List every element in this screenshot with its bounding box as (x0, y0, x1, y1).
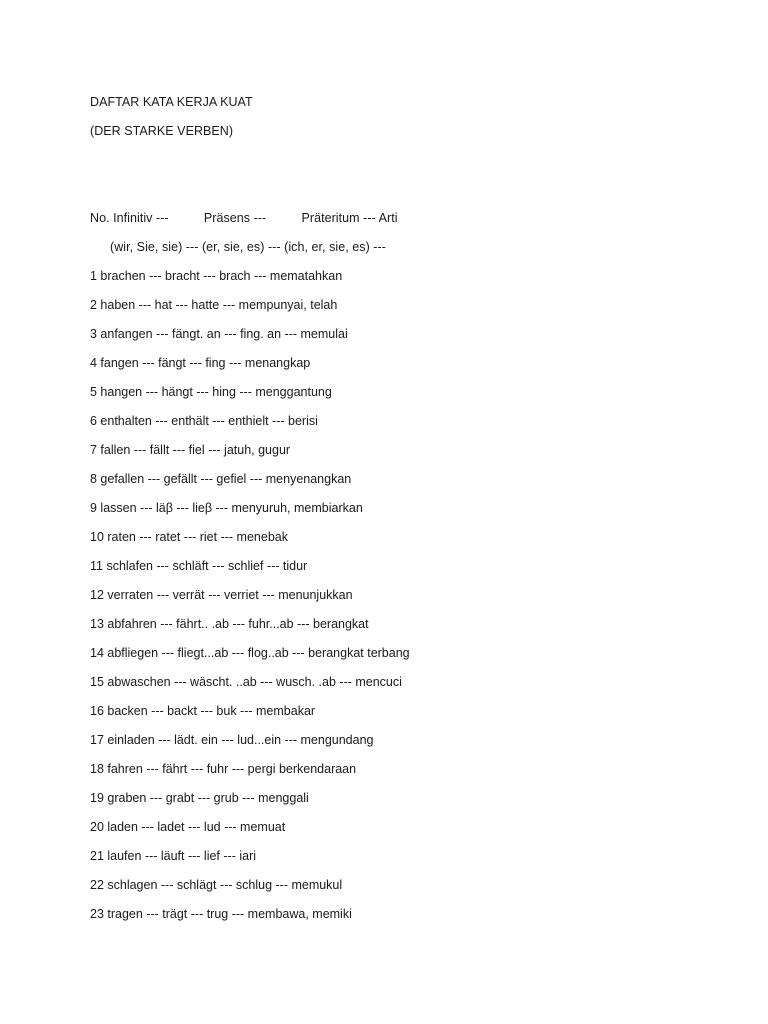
list-item: 4 fangen --- fängt --- fing --- menangkap (90, 356, 311, 370)
list-item: 22 schlagen --- schlägt --- schlug --- memukul (90, 878, 343, 892)
list-item: 16 backen --- backt --- buk --- membakar (90, 704, 316, 718)
list-item: 13 abfahren --- fährt.. .ab --- fuhr...ab --- berangkat (90, 617, 369, 631)
document-subtitle: (DER STARKE VERBEN) (90, 124, 234, 138)
list-item: 11 schlafen --- schläft --- schlief --- tidur (90, 559, 308, 573)
list-item: 1 brachen --- bracht --- brach --- mematahkan (90, 269, 343, 283)
table-subheader: (wir, Sie, sie) --- (er, sie, es) --- (ich, er, sie, es) --- (110, 240, 386, 254)
document-title: DAFTAR KATA KERJA KUAT (90, 95, 253, 109)
list-item: 3 anfangen --- fängt. an --- fing. an --- memulai (90, 327, 348, 341)
list-item: 20 laden --- ladet --- lud --- memuat (90, 820, 286, 834)
list-item: 18 fahren --- fährt --- fuhr --- pergi berkendaraan (90, 762, 357, 776)
list-item: 12 verraten --- verrät --- verriet --- menunjukkan (90, 588, 353, 602)
list-item: 6 enthalten --- enthält --- enthielt --- berisi (90, 414, 318, 428)
list-item: 23 tragen --- trägt --- trug --- membawa, memiki (90, 907, 352, 921)
list-item: 19 graben --- grabt --- grub --- menggali (90, 791, 309, 805)
list-item: 15 abwaschen --- wäscht. ..ab --- wusch. .ab --- mencuci (90, 675, 402, 689)
list-item: 5 hangen --- hängt --- hing --- menggantung (90, 385, 332, 399)
list-item: 8 gefallen --- gefällt --- gefiel --- menyenangkan (90, 472, 352, 486)
list-item: 14 abfliegen --- fliegt...ab --- flog..ab --- berangkat terbang (90, 646, 410, 660)
list-item: 7 fallen --- fällt --- fiel --- jatuh, gugur (90, 443, 291, 457)
list-item: 10 raten --- ratet --- riet --- menebak (90, 530, 288, 544)
list-item: 17 einladen --- lädt. ein --- lud...ein --- mengundang (90, 733, 374, 747)
list-item: 2 haben --- hat --- hatte --- mempunyai, telah (90, 298, 338, 312)
list-item: 9 lassen --- läβ --- lieβ --- menyuruh, membiarkan (90, 501, 363, 515)
table-header: No. Infinitiv --- Präsens --- Präteritum --- Arti (90, 211, 398, 225)
list-item: 21 laufen --- läuft --- lief --- iari (90, 849, 257, 863)
